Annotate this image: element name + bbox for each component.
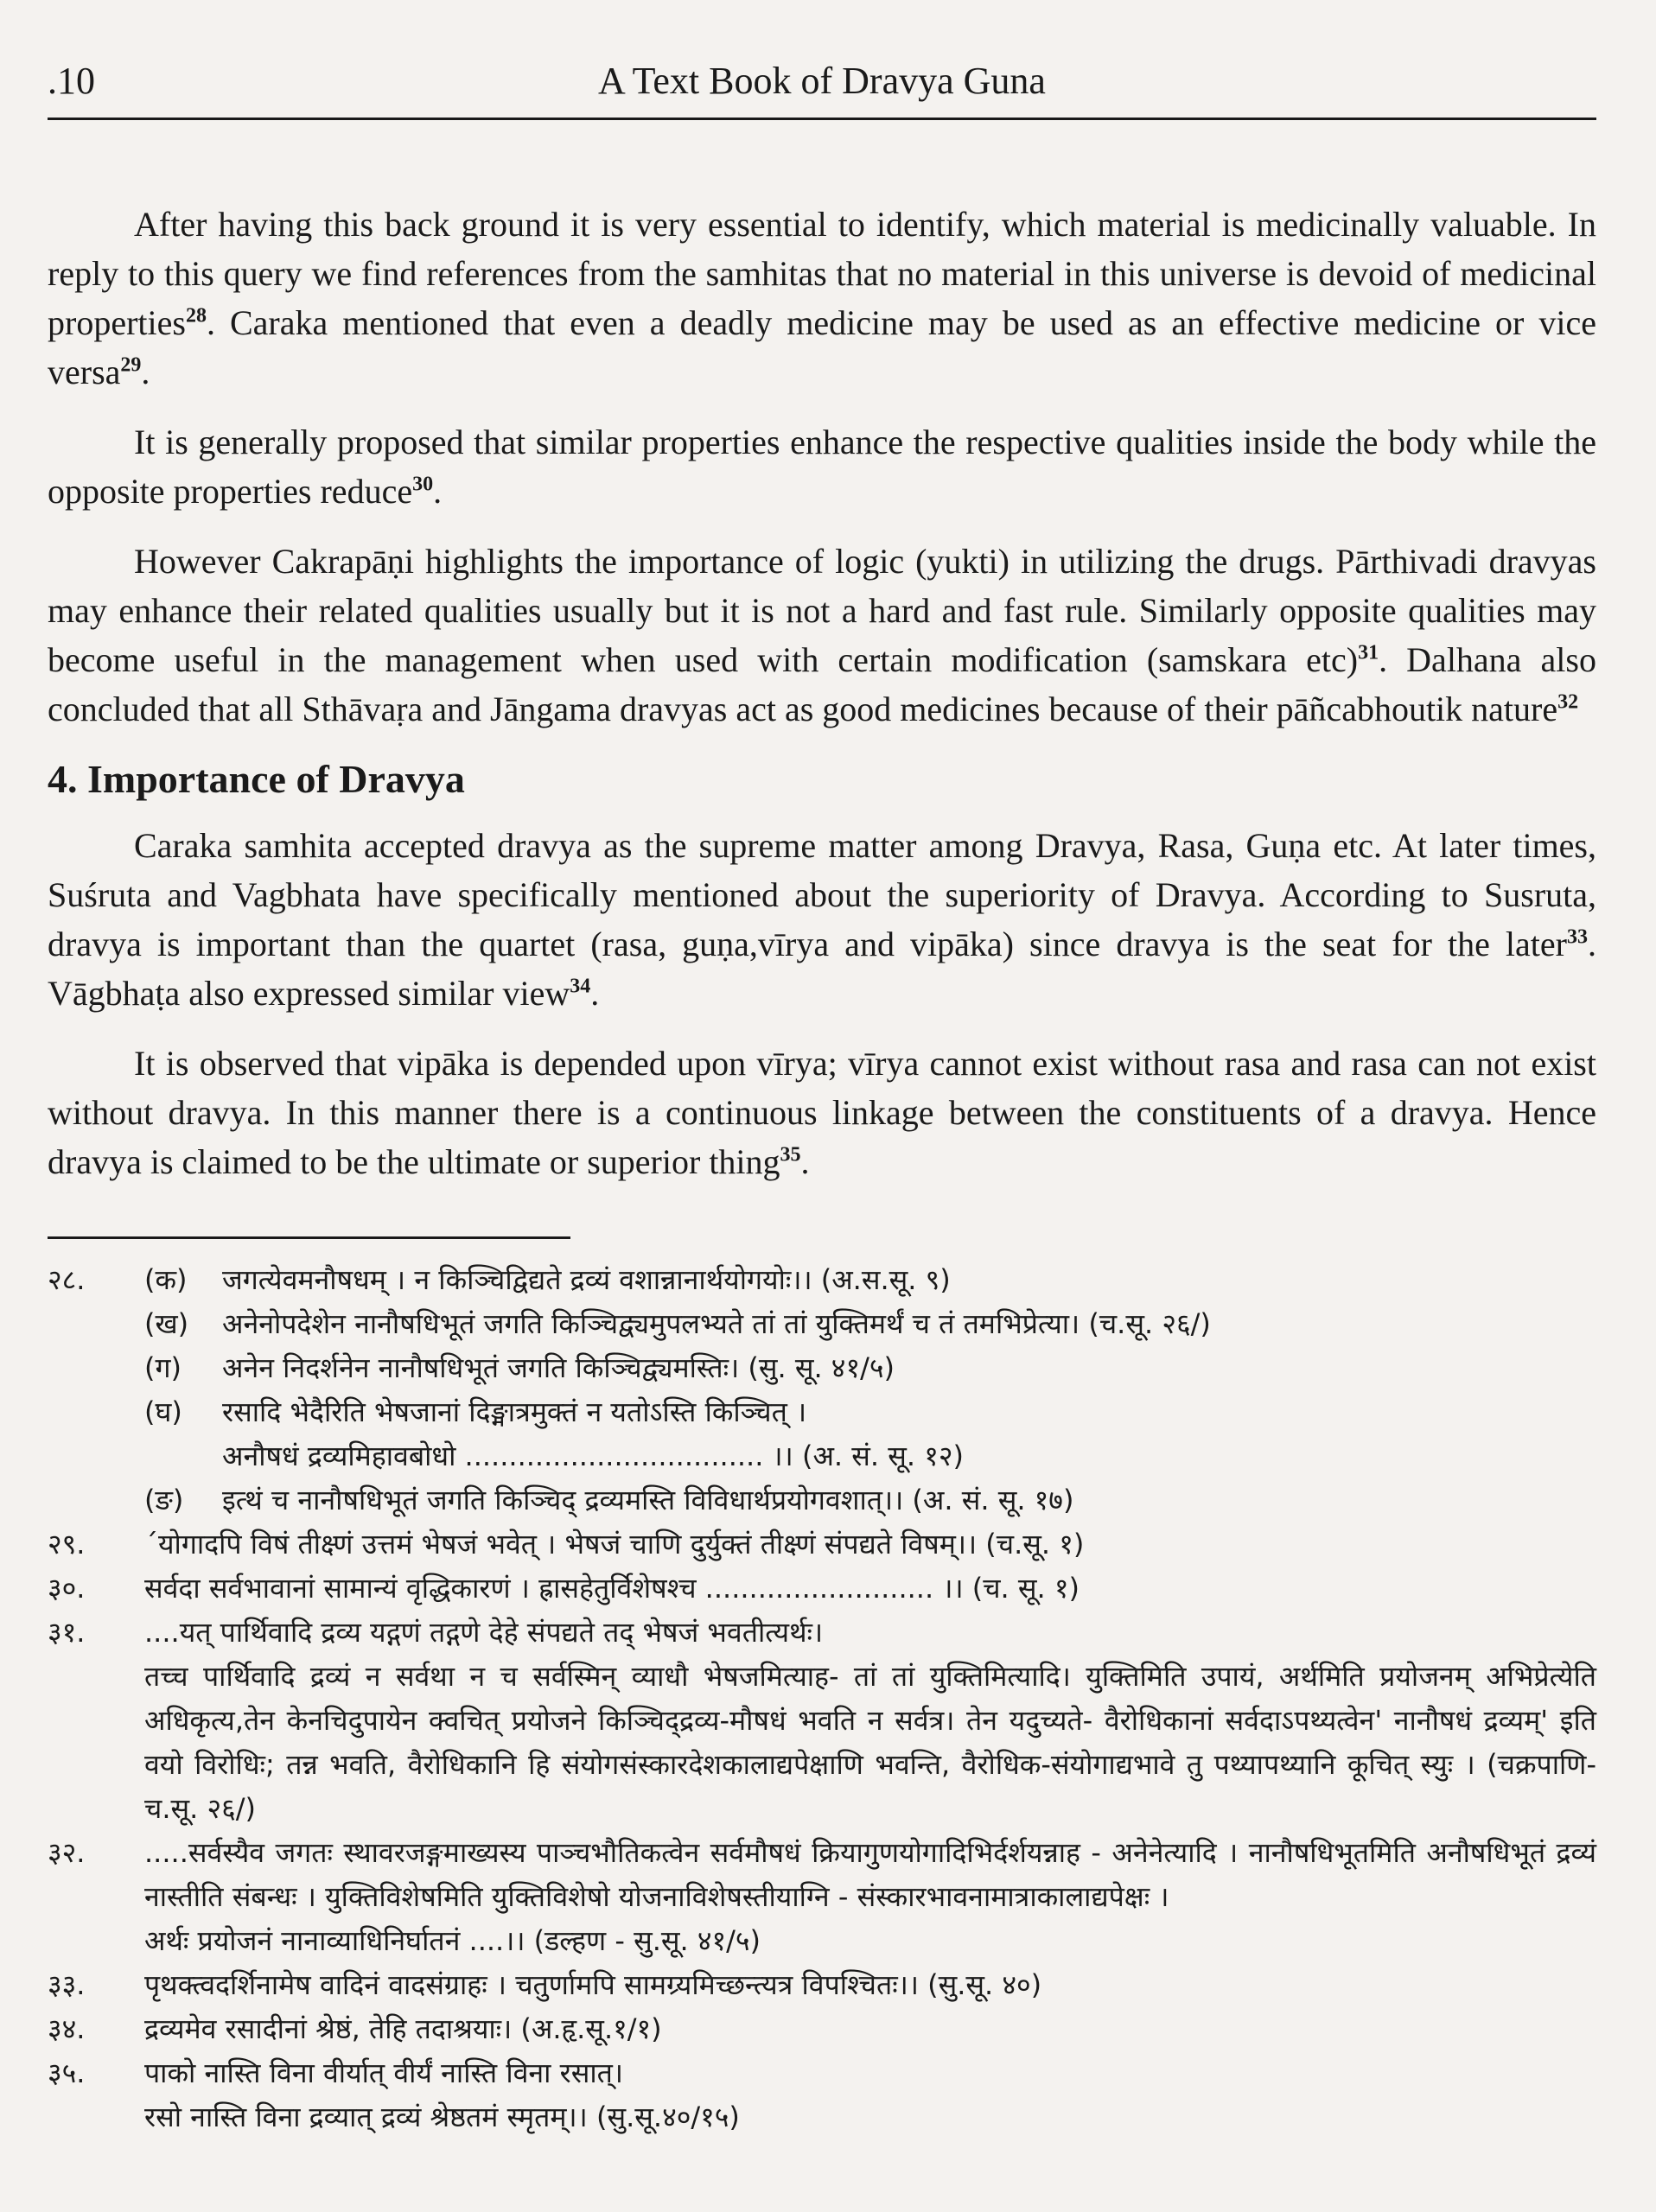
footnote-text: अनेन निदर्शनेन नानौषधिभूतं जगति किञ्चिद्व्यमस्तिः। (सु. सू. ४१/५) bbox=[222, 1351, 895, 1384]
footnote-34 bbox=[48, 2007, 1596, 2051]
footnote-sub-label: (घ) bbox=[144, 1395, 182, 1428]
footnote-32 bbox=[48, 1831, 1596, 1963]
footnote-number: २८. bbox=[48, 1263, 86, 1296]
footnote-sub-label: (ङ) bbox=[144, 1484, 184, 1516]
body-paragraph-5: It is observed that vipāka is depended upon vīrya; vīrya cannot exist without rasa and rasa can not exist without dravya. In this manner there is a continuous linkage between the constituents of a dravya. Hence dravya is claimed to be the ultimate or superior thing$^{35}$. bbox=[48, 1044, 1596, 1181]
footnote-text: इत्थं च नानौषधिभूतं जगति किञ्चिद् द्रव्यमस्ति विविधार्थप्रयोगवशात्।। (अ. सं. सू. १७) bbox=[222, 1484, 1074, 1516]
footnote-29 bbox=[48, 1522, 1596, 1567]
body-paragraph-1: After having this back ground it is very essential to identify, which material is medicinally valuable. In reply to this query we find references from the samhitas that no material in this universe is devoid of medicinal properties$^{28}$. Caraka mentioned that even a deadly medicine may be used as an effective medicine or vice versa$^{29}$. bbox=[48, 205, 1596, 391]
footnote-text: द्रव्यमेव रसादीनां श्रेष्ठं, तेहि तदाश्रयाः। (अ.हृ.सू.१/१) bbox=[144, 2012, 662, 2045]
footnote-number: ३४. bbox=[48, 2012, 86, 2045]
book-page bbox=[48, 52, 1596, 2139]
body-paragraph-3: However Cakrapāṇi highlights the importance of logic (yukti) in utilizing the drugs. Pārthivadi dravyas may enhance their related qualities usually but it is not a hard and fast rule. Similarly opposite qualities may become useful in the management when used with certain modification (samskara etc)$^{31}$. Dalhana also concluded that all Sthāvaṛa and Jāngama dravyas act as good medicines because of their pāñcabhoutik nature$^{32}$ bbox=[48, 542, 1596, 728]
footnote-text: अनौषधं द्रव्यमिहावबोधो .................................. ।। (अ. सं. सू. १२) bbox=[222, 1440, 964, 1472]
footnote-text: .....सर्वस्यैव जगतः स्थावरजङ्गमाख्यस्य पाञ्चभौतिकत्वेन सर्वमौषधं क्रियागुणयोगादिभिर्दर्शयन्नाह - अनेनेत्यादि । नानौषधिभूतमिति अनौषधिभूतं द्रव्यं नास्तीति संबन्धः । युक्तिविशेषमिति युक्तिविशेषो योजनाविशेषस्तीयाग्नि - संस्कारभावनामात्राकालाद्यपेक्षः । bbox=[144, 1836, 1596, 1913]
footnote-ref: 30 bbox=[412, 473, 434, 496]
footnote-ref: 29 bbox=[120, 353, 142, 377]
footnote-number: ३५. bbox=[48, 2056, 86, 2089]
footnote-35 bbox=[48, 2051, 1596, 2139]
footnote-divider bbox=[48, 1236, 570, 1239]
page-header bbox=[48, 52, 1596, 120]
footnote-number: ३२. bbox=[48, 1836, 86, 1869]
footnote-text: रसादि भेदैरिति भेषजानां दिङ्मात्रमुक्तं न यतोऽस्ति किञ्चित् । bbox=[222, 1395, 807, 1428]
footnote-28 bbox=[48, 1258, 1596, 1522]
footnote-sub-label: (ग) bbox=[144, 1351, 182, 1384]
footnote-sub-label: (ख) bbox=[144, 1307, 189, 1340]
footnote-text: तच्च पार्थिवादि द्रव्यं न सर्वथा न च सर्वस्मिन् व्याधौ भेषजमित्याह- तां तां युक्तिमित्यादि। युक्तिमिति उपायं, अर्थमिति प्रयोजनम् अभिप्रेत्येति अधिकृत्य,तेन केनचिदुपायेन क्वचित् प्रयोजने किञ्चिद्द्रव्य-मौषधं भवति न सर्वत्र। तेन यदुच्यते- वैरोधिकानां सर्वदाऽपथ्यत्वेन' नानौषधं द्रव्यम्' इति वयो विरोधिः; तन्न भवति, वैरोधिकानि हि संयोगसंस्कारदेशकालाद्यपेक्षाणि भवन्ति, वैरोधिक-संयोगाद्यभावे तु पथ्यापथ्यानि कूचित् स्युः । (चक्रपाणि- च.सू. २६/) bbox=[144, 1660, 1596, 1825]
footnote-text: अर्थः प्रयोजनं नानाव्याधिनिर्घातनं ....।। (डल्हण - सु.सू. ४१/५) bbox=[144, 1924, 761, 1957]
footnote-text: पृथक्त्वदर्शिनामेष वादिनं वादसंग्राहः । चतुर्णामपि सामग्र्यमिच्छन्त्यत्र विपश्चितः।। (सु.सू. ४०) bbox=[144, 1968, 1042, 2001]
footnote-ref: 34 bbox=[570, 975, 591, 998]
footnote-30 bbox=[48, 1567, 1596, 1611]
footnote-number: ३१. bbox=[48, 1616, 86, 1649]
running-title: A Text Book of Dravya Guna bbox=[598, 60, 1046, 102]
footnote-33 bbox=[48, 1963, 1596, 2007]
footnote-ref: 33 bbox=[1567, 925, 1588, 949]
footnote-text: अनेनोपदेशेन नानौषधिभूतं जगति किञ्चिद्व्यमुपलभ्यते तां तां युक्तिमर्थं च तं तमभिप्रेत्या। (च.सू. २६/) bbox=[222, 1307, 1211, 1340]
footnote-31 bbox=[48, 1611, 1596, 1831]
footnote-text: पाको नास्ति विना वीर्यात् वीर्यं नास्ति विना रसात्। bbox=[144, 2056, 624, 2089]
footnote-sub-label: (क) bbox=[144, 1263, 188, 1296]
page-number: .10 bbox=[48, 60, 95, 102]
footnote-text: जगत्येवमनौषधम् । न किञ्चिद्विद्यते द्रव्यं वशान्नानार्थयोगयोः।। (अ.स.सू. ९) bbox=[222, 1263, 951, 1296]
footnote-ref: 31 bbox=[1358, 641, 1379, 664]
footnote-text: ....यत् पार्थिवादि द्रव्य यद्गणं तद्गणे देहे संपद्यते तद् भेषजं भवतीत्यर्थः। bbox=[144, 1616, 824, 1649]
body-paragraph-4: Caraka samhita accepted dravya as the supreme matter among Dravya, Rasa, Guṇa etc. At later times, Suśruta and Vagbhata have specifically mentioned about the superiority of Dravya. According to Susruta, dravya is important than the quartet (rasa, guṇa,vīrya and vipāka) since dravya is the seat for the later$^{33}$. Vāgbhaṭa also expressed similar view$^{34}$. bbox=[48, 826, 1596, 1013]
footnote-ref: 35 bbox=[780, 1143, 801, 1166]
section-heading: 4. Importance of Dravya bbox=[48, 757, 465, 801]
footnote-number: ३३. bbox=[48, 1968, 86, 2001]
footnote-number: ३०. bbox=[48, 1572, 86, 1605]
body-paragraph-2: It is generally proposed that similar properties enhance the respective qualities inside the body while the opposite properties reduce$^{30}$. bbox=[48, 423, 1596, 511]
footnote-ref: 32 bbox=[1557, 690, 1579, 714]
footnotes bbox=[48, 1258, 1596, 2139]
footnote-ref: 28 bbox=[185, 304, 207, 327]
footnote-text: ´योगादपि विषं तीक्ष्णं उत्तमं भेषजं भवेत् । भेषजं चाणि दुर्युक्तं तीक्ष्णं संपद्यते विषम्।। (च.सू. १) bbox=[144, 1528, 1085, 1560]
footnote-text: सर्वदा सर्वभावानां सामान्यं वृद्धिकारणं । ह्रासहेतुर्विशेषश्च .......................... ।। (च. सू. १) bbox=[144, 1572, 1080, 1605]
footnote-number: २९. bbox=[48, 1528, 86, 1560]
footnote-text: रसो नास्ति विना द्रव्यात् द्रव्यं श्रेष्ठतमं स्मृतम्।। (सु.सू.४०/१५) bbox=[144, 2101, 740, 2133]
